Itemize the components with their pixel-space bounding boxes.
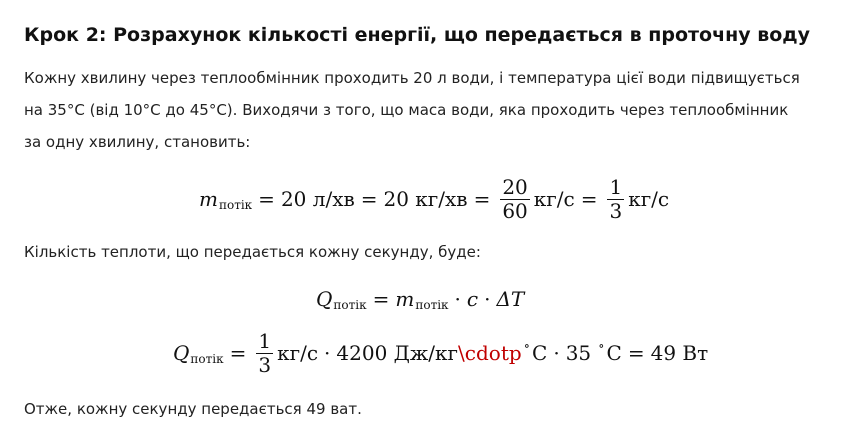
intro-paragraph-line-2: на 35°C (від 10°C до 45°C). Виходячи з того, що маса води, яка проходить через теплообмінник [24,101,789,119]
power-result: 49 Вт [650,341,709,365]
solution-step [24,0,824,444]
step-heading: Крок 2: Розрахунок кількості енергії, що передається в проточну воду [24,24,811,46]
unit-kg-per-s: кг/с [628,187,670,211]
heat-subscript: потік [190,352,224,366]
fraction-numerator: 20 [502,174,528,199]
degree-symbol: ∘ [598,338,605,354]
heat-subscript: потік [333,298,367,312]
heat-intro-paragraph: Кількість теплоти, що передається кожну секунду, буде: [24,243,481,261]
delta-t-symbol: ΔT [496,287,525,311]
intro-paragraph-line-1: Кожну хвилину через теплообмінник проходить 20 л води, і температура цієї води підвищується [24,69,800,87]
fraction-numerator: 1 [258,328,272,353]
fraction-1-over-3 [256,328,273,377]
celsius-unit: C [532,341,548,365]
heat-symbol: Q [173,341,190,365]
conclusion-paragraph: Отже, кожну секунду передається 49 ват. [24,400,362,418]
equals-sign: = [627,341,645,365]
fraction-denominator: 3 [258,352,272,377]
equals-sign: = [360,187,378,211]
equals-sign: = [473,187,491,211]
equals-sign: = [229,341,247,365]
fraction-denominator: 3 [609,198,623,223]
multiply-dot: · [454,287,461,311]
heat-calculation-formula [173,326,708,380]
celsius-unit: C [606,341,622,365]
multiply-dot: · [553,341,560,365]
degree-symbol: ∘ [523,338,531,354]
mass-subscript: потік [415,298,449,312]
heat-symbol: Q [316,287,333,311]
mass-symbol: m [199,187,218,211]
flow-volume-value: 20 л/хв [280,187,355,211]
mass-symbol: m [395,287,415,311]
intro-paragraph-line-3: за одну хвилину, становить: [24,133,251,151]
equals-sign: = [258,187,275,211]
equals-sign: = [372,287,390,311]
flow-mass-value: 20 кг/хв [383,187,468,211]
multiply-dot: · [484,287,491,311]
equals-sign: = [580,187,598,211]
fraction-numerator: 1 [609,174,623,199]
unit-kg-per-s: кг/с [277,341,319,365]
latex-error-command: \cdotp [458,341,522,365]
specific-heat-symbol: c [466,287,479,311]
fraction-denominator: 60 [502,198,528,223]
temperature-delta-value: 35 [565,341,592,365]
heat-formula [316,284,524,314]
mass-flow-formula [199,172,669,226]
fraction-1-over-3 [607,174,624,223]
unit-kg-per-s: кг/с [533,187,575,211]
specific-heat-value: 4200 Дж/кг [336,341,459,365]
multiply-dot: · [324,341,331,365]
mass-subscript: потік [218,198,253,212]
fraction-20-over-60 [500,174,529,223]
